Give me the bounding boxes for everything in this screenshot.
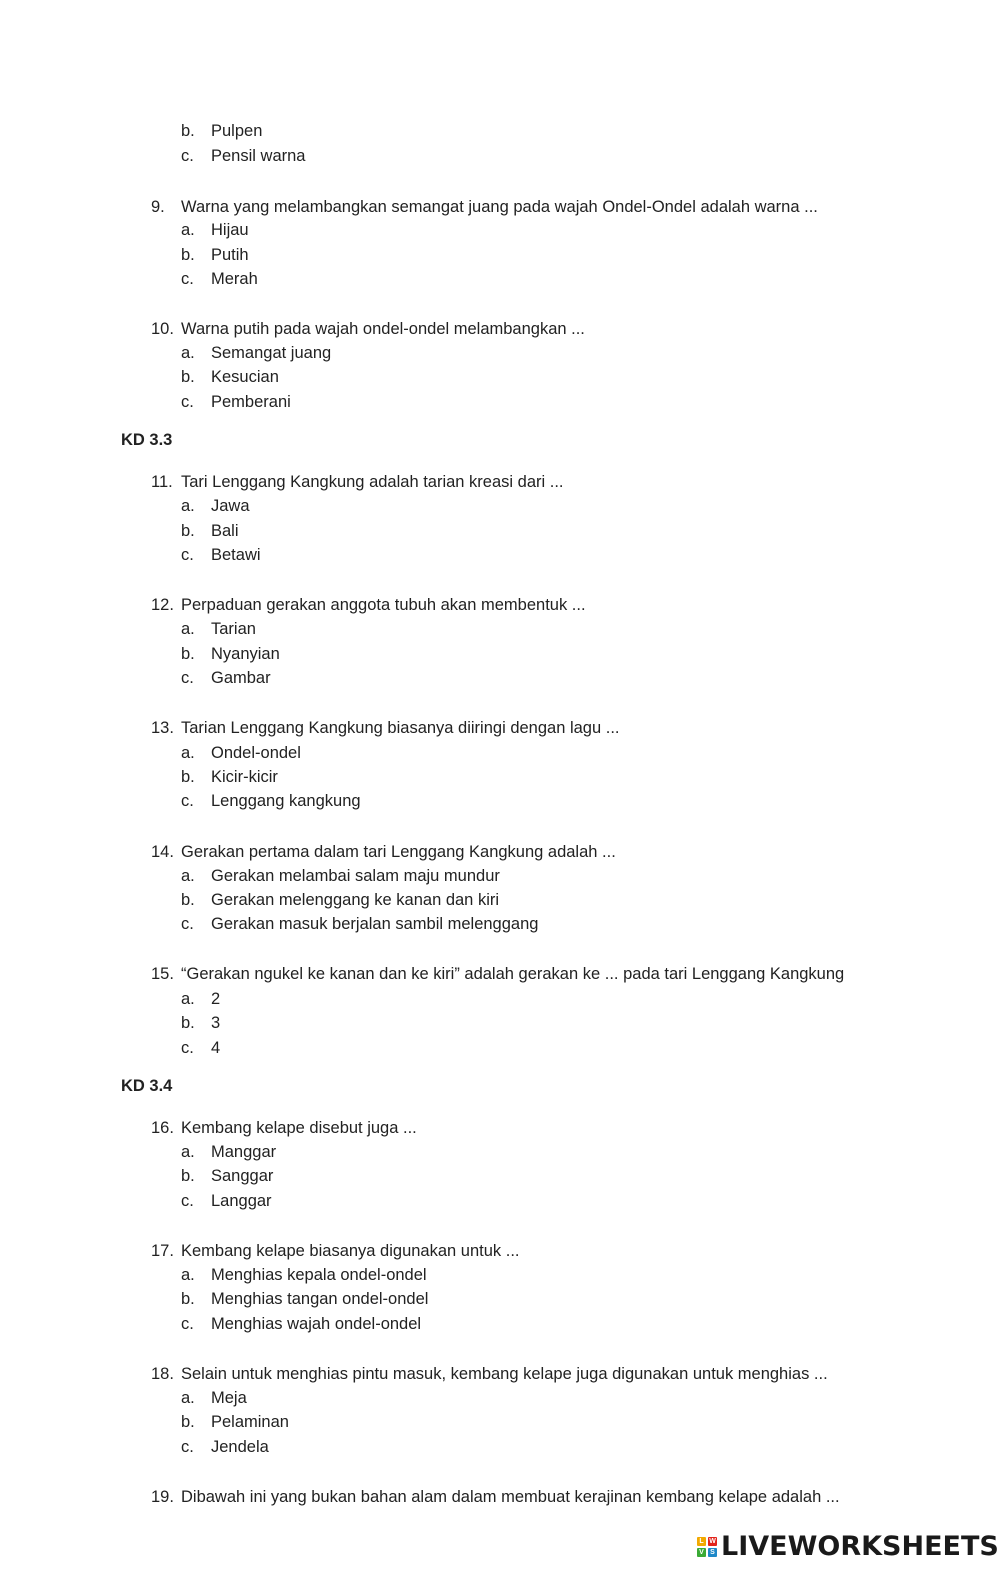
question-number: 18. xyxy=(151,1365,174,1383)
question-number: 14. xyxy=(151,843,174,861)
question-number: 17. xyxy=(151,1242,174,1260)
option-label: c. xyxy=(181,915,194,933)
option-text: Kicir-kicir xyxy=(211,768,278,786)
option-text: Pulpen xyxy=(211,122,263,140)
option-label: b. xyxy=(181,768,195,786)
question-number: 12. xyxy=(151,596,174,614)
liveworksheets-logo[interactable] xyxy=(697,1532,999,1562)
option-label: a. xyxy=(181,1389,195,1407)
option-text: Bali xyxy=(211,522,239,540)
option-label: b. xyxy=(181,1290,195,1308)
option-label: a. xyxy=(181,344,195,362)
question-number: 11. xyxy=(151,473,173,491)
option-text: 2 xyxy=(211,990,221,1008)
option-text: Kesucian xyxy=(211,368,279,386)
option-label: c. xyxy=(181,792,194,810)
logo-brand-text: LIVEWORKSHEETS xyxy=(721,1531,999,1562)
option-text: Hijau xyxy=(211,221,249,239)
option-label: b. xyxy=(181,368,195,386)
option-text: Menghias kepala ondel-ondel xyxy=(211,1266,427,1284)
question-text: Warna yang melambangkan semangat juang pada wajah Ondel-Ondel adalah warna ... xyxy=(181,198,818,216)
option-label: a. xyxy=(181,620,195,638)
option-text: Tarian xyxy=(211,620,256,638)
question-text: Kembang kelape disebut juga ... xyxy=(181,1119,417,1137)
option-label: a. xyxy=(181,221,195,239)
option-text: Pemberani xyxy=(211,393,291,411)
option-label: b. xyxy=(181,645,195,663)
option-label: b. xyxy=(181,1014,195,1032)
option-label: b. xyxy=(181,246,195,264)
option-text: Semangat juang xyxy=(211,344,332,362)
option-label: a. xyxy=(181,867,195,885)
question-number: 16. xyxy=(151,1119,174,1137)
option-label: c. xyxy=(181,1039,194,1057)
option-text: Putih xyxy=(211,246,249,264)
question-text: Perpaduan gerakan anggota tubuh akan membentuk ... xyxy=(181,596,586,614)
option-label: c. xyxy=(181,669,194,687)
question-text: Gerakan pertama dalam tari Lenggang Kangkung adalah ... xyxy=(181,843,616,861)
option-label: c. xyxy=(181,147,194,165)
question-text: Tarian Lenggang Kangkung biasanya diiringi dengan lagu ... xyxy=(181,719,620,737)
option-text: Lenggang kangkung xyxy=(211,792,361,810)
option-label: c. xyxy=(181,546,194,564)
section-heading-kd-3-4: KD 3.4 xyxy=(121,1077,173,1095)
option-text: Gambar xyxy=(211,669,271,687)
option-label: b. xyxy=(181,1167,195,1185)
question-number: 9. xyxy=(151,198,165,216)
option-label: a. xyxy=(181,744,195,762)
option-text: Manggar xyxy=(211,1143,277,1161)
option-text: Jawa xyxy=(211,497,250,515)
section-heading-kd-3-3: KD 3.3 xyxy=(121,431,173,449)
option-text: Pensil warna xyxy=(211,147,306,165)
option-text: Betawi xyxy=(211,546,261,564)
option-text: Menghias tangan ondel-ondel xyxy=(211,1290,429,1308)
question-text: Selain untuk menghias pintu masuk, kembang kelape juga digunakan untuk menghias ... xyxy=(181,1365,828,1383)
option-text: Menghias wajah ondel-ondel xyxy=(211,1315,422,1333)
option-text: Gerakan melenggang ke kanan dan kiri xyxy=(211,891,500,909)
logo-mark-icon xyxy=(697,1537,717,1557)
logo-tile: L xyxy=(697,1537,706,1546)
option-text: Langgar xyxy=(211,1192,272,1210)
option-label: a. xyxy=(181,497,195,515)
option-text: 3 xyxy=(211,1014,221,1032)
option-text: Jendela xyxy=(211,1438,269,1456)
option-text: Gerakan masuk berjalan sambil melenggang xyxy=(211,915,539,933)
option-label: c. xyxy=(181,270,194,288)
logo-tile: S xyxy=(708,1548,717,1557)
question-text: Warna putih pada wajah ondel-ondel melambangkan ... xyxy=(181,320,585,338)
option-text: Pelaminan xyxy=(211,1413,289,1431)
option-label: a. xyxy=(181,1266,195,1284)
option-text: 4 xyxy=(211,1039,221,1057)
option-text: Nyanyian xyxy=(211,645,280,663)
logo-tile: V xyxy=(697,1548,706,1557)
option-label: a. xyxy=(181,1143,195,1161)
question-text: Kembang kelape biasanya digunakan untuk ... xyxy=(181,1242,520,1260)
question-number: 13. xyxy=(151,719,174,737)
question-number: 15. xyxy=(151,965,174,983)
option-text: Sanggar xyxy=(211,1167,274,1185)
option-label: b. xyxy=(181,522,195,540)
option-text: Merah xyxy=(211,270,258,288)
option-text: Ondel-ondel xyxy=(211,744,301,762)
option-label: b. xyxy=(181,891,195,909)
option-text: Meja xyxy=(211,1389,247,1407)
question-text: Dibawah ini yang bukan bahan alam dalam membuat kerajinan kembang kelape adalah ... xyxy=(181,1488,840,1506)
question-number: 19. xyxy=(151,1488,174,1506)
option-label: b. xyxy=(181,1413,195,1431)
option-label: c. xyxy=(181,1192,194,1210)
question-text: “Gerakan ngukel ke kanan dan ke kiri” adalah gerakan ke ... pada tari Lenggang Kangkung xyxy=(181,965,845,983)
logo-tile: W xyxy=(709,1538,716,1545)
question-number: 10. xyxy=(151,320,174,338)
option-label: c. xyxy=(181,393,194,411)
option-text: Gerakan melambai salam maju mundur xyxy=(211,867,500,885)
option-label: c. xyxy=(181,1315,194,1333)
option-label: a. xyxy=(181,990,195,1008)
option-label: b. xyxy=(181,122,195,140)
option-label: c. xyxy=(181,1438,194,1456)
question-text: Tari Lenggang Kangkung adalah tarian kreasi dari ... xyxy=(181,473,564,491)
